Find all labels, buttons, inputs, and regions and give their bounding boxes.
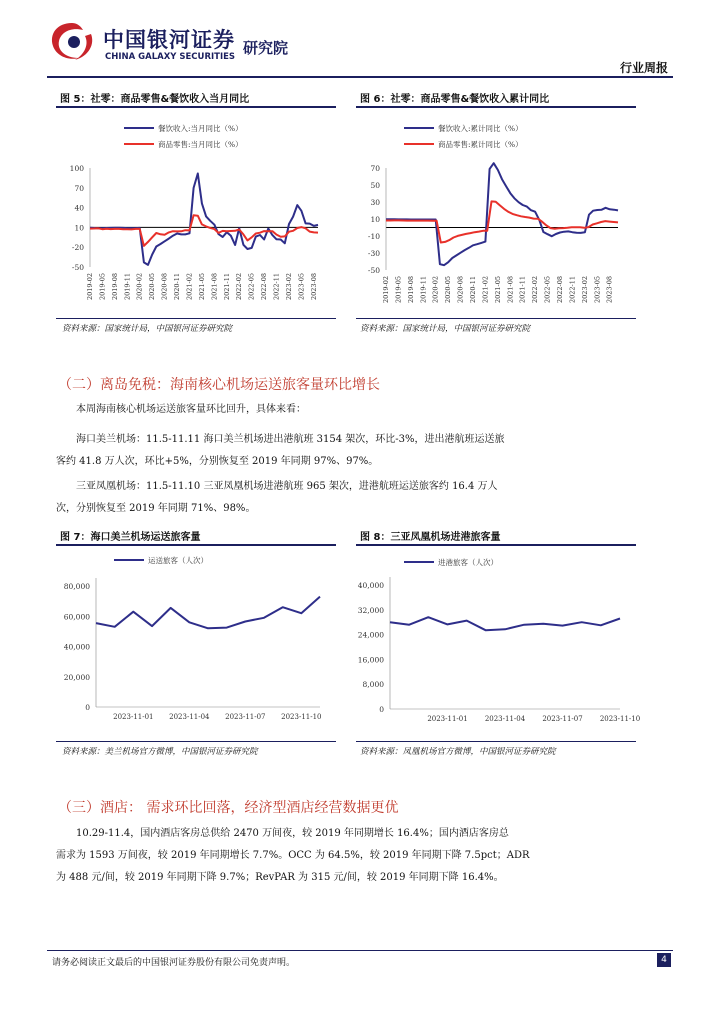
x-tick-label: 2022-05 — [247, 273, 256, 301]
x-tick-label: 2020-05 — [444, 276, 453, 304]
fig5-title: 图 5：社零：商品零售&餐饮收入当月同比 — [60, 94, 250, 105]
x-tick-label: 2023-02 — [284, 273, 293, 301]
header-divider — [47, 76, 673, 78]
fig5-source-rule — [56, 318, 336, 319]
x-tick-label: 2022-02 — [235, 273, 244, 301]
y-tick-label: 10 — [370, 215, 380, 224]
x-tick-label: 2019-08 — [110, 273, 119, 301]
section2-title: （二）离岛免税：海南核心机场运送旅客量环比增长 — [58, 377, 380, 393]
legend-label: 餐饮收入:累计同比（%） — [438, 124, 523, 133]
x-tick-label: 2023-11-10 — [599, 715, 641, 723]
x-tick-label: 2023-11-04 — [169, 713, 210, 721]
x-tick-label: 2022-11 — [272, 273, 281, 301]
legend-label: 商品零售:累计同比（%） — [438, 140, 523, 149]
x-tick-label: 2023-11-07 — [542, 715, 583, 723]
y-tick-label: -50 — [367, 266, 380, 275]
institute-label: 研究院 — [243, 39, 289, 57]
x-tick-label: 2020-11 — [469, 276, 477, 304]
fig8-chart — [356, 546, 641, 734]
x-tick-label: 2022-08 — [556, 276, 564, 304]
x-tick-label: 2020-05 — [148, 273, 157, 301]
y-tick-label: 40,000 — [357, 581, 384, 590]
footer-disclaimer: 请务必阅读正文最后的中国银河证券股份有限公司免责声明。 — [52, 958, 296, 968]
x-tick-label: 2019-08 — [406, 276, 415, 304]
x-tick-label: 2021-08 — [210, 273, 219, 301]
x-tick-label: 2021-05 — [197, 273, 206, 301]
x-tick-label: 2021-02 — [481, 276, 490, 304]
fig6-source: 资料来源：国家统计局，中国银河证券研究院 — [360, 324, 531, 334]
y-tick-label: 8,000 — [362, 680, 384, 690]
x-tick-label: 2023-02 — [580, 276, 589, 304]
series-line — [386, 201, 618, 242]
section3-line1: 10.29-11.4，国内酒店客房总供给 2470 万间夜，较 2019 年同期增长 16.4%；国内酒店客房总 — [76, 828, 509, 839]
x-tick-label: 2022-08 — [260, 273, 269, 301]
fig5-source: 资料来源：国家统计局，中国银河证券研究院 — [62, 324, 233, 334]
series-line — [386, 163, 618, 265]
y-tick-label: -50 — [71, 263, 84, 272]
y-tick-label: 40,000 — [63, 642, 90, 652]
fig8-source-rule — [356, 741, 636, 742]
x-tick-label: 2020-02 — [135, 273, 144, 301]
x-tick-label: 2023-11-10 — [281, 713, 322, 721]
legend-label: 运送旅客（人次） — [148, 556, 208, 565]
x-tick-label: 2021-11 — [222, 273, 231, 301]
x-tick-label: 2021-11 — [518, 276, 527, 304]
x-tick-label: 2022-05 — [543, 276, 552, 304]
fig6-source-rule — [356, 318, 636, 319]
series-line — [96, 597, 320, 629]
legend-label: 商品零售:当月同比（%） — [158, 140, 243, 149]
x-tick-label: 2021-05 — [493, 276, 502, 304]
page-number: 4 — [657, 953, 671, 967]
fig7-chart — [56, 546, 336, 734]
x-tick-label: 2019-05 — [394, 276, 403, 304]
series-line — [90, 174, 318, 265]
x-tick-label: 2021-08 — [506, 276, 515, 304]
x-tick-label: 2023-05 — [297, 273, 306, 301]
logo-chinese-name: 中国银河证券 — [103, 28, 235, 52]
y-tick-label: 16,000 — [357, 655, 384, 665]
x-tick-label: 2023-11-01 — [113, 713, 154, 721]
y-tick-label: 0 — [379, 705, 384, 714]
fig5-chart — [56, 108, 336, 318]
x-tick-label: 2020-02 — [431, 276, 440, 304]
footer-divider — [47, 950, 673, 951]
y-tick-label: 100 — [69, 164, 84, 173]
y-tick-label: 70 — [370, 164, 380, 173]
y-tick-label: 40 — [74, 203, 84, 213]
section2-paragraph-3-line1: 三亚凤凰机场：11.5-11.10 三亚凤凰机场进港航班 965 架次，进港航班运送旅客约 16.4 万人 — [76, 481, 498, 492]
x-tick-label: 2023-08 — [309, 273, 318, 301]
x-tick-label: 2019-05 — [98, 273, 107, 301]
fig6-chart — [356, 108, 636, 318]
section3-line3: 为 488 元/间，较 2019 年同期下降 9.7%；RevPAR 为 315 元/间，较 2019 年同期下降 16.4%。 — [56, 872, 504, 883]
y-tick-label: 10 — [74, 223, 84, 233]
x-tick-label: 2020-08 — [456, 276, 465, 304]
section2-paragraph-2-line2: 客约 41.8 万人次，环比+5%，分别恢复至 2019 年同期 97%、97%。 — [56, 456, 379, 467]
galaxy-logo-icon — [47, 20, 97, 64]
x-tick-label: 2022-02 — [531, 276, 540, 304]
y-tick-label: 20,000 — [63, 672, 90, 682]
section2-paragraph-2-line1: 海口美兰机场：11.5-11.11 海口美兰机场进出港航班 3154 架次，环比-3%，进出港航班运送旅 — [76, 434, 505, 445]
fig6-title: 图 6：社零：商品零售&餐饮收入累计同比 — [360, 94, 550, 105]
legend-label: 餐饮收入:当月同比（%） — [158, 124, 243, 133]
fig7-source-rule — [56, 741, 336, 742]
y-tick-label: 80,000 — [63, 582, 90, 591]
y-tick-label: 60,000 — [63, 612, 90, 622]
logo-english-name: CHINA GALAXY SECURITIES — [105, 52, 236, 62]
y-tick-label: 50 — [370, 181, 380, 190]
y-tick-label: 70 — [74, 183, 84, 193]
x-tick-label: 2019-11 — [123, 273, 132, 301]
y-tick-label: 24,000 — [357, 630, 384, 640]
x-tick-label: 2022-11 — [568, 276, 577, 304]
section3-line2: 需求为 1593 万间夜，较 2019 年同期增长 7.7%。OCC 为 64.5%，较 2019 年同期下降 7.5pct；ADR — [56, 850, 530, 861]
x-tick-label: 2019-02 — [382, 276, 390, 304]
section2-paragraph-1: 本周海南核心机场运送旅客量环比回升，具体来看： — [76, 404, 306, 415]
x-tick-label: 2023-08 — [605, 276, 614, 304]
x-tick-label: 2021-02 — [185, 273, 194, 301]
section2-paragraph-3-line2: 次，分别恢复至 2019 年同期 71%、98%。 — [56, 503, 256, 514]
y-tick-label: -10 — [367, 232, 380, 241]
x-tick-label: 2023-11-01 — [427, 715, 468, 723]
report-type: 行业周报 — [619, 61, 668, 75]
x-tick-label: 2019-11 — [419, 276, 428, 304]
y-tick-label: -20 — [71, 243, 84, 253]
fig8-source: 资料来源：凤凰机场官方微博，中国银河证券研究院 — [360, 747, 556, 757]
x-tick-label: 2019-02 — [86, 273, 94, 301]
x-tick-label: 2020-08 — [160, 273, 169, 301]
x-tick-label: 2023-11-07 — [225, 713, 266, 721]
y-tick-label: 0 — [85, 703, 90, 712]
x-tick-label: 2020-11 — [173, 273, 182, 301]
legend-label: 进港旅客（人次） — [438, 558, 498, 567]
y-tick-label: 32,000 — [357, 605, 384, 615]
series-line — [390, 617, 620, 630]
section3-title: （三）酒店： 需求环比回落，经济型酒店经营数据更优 — [58, 800, 399, 816]
x-tick-label: 2023-11-04 — [484, 715, 526, 723]
x-tick-label: 2023-05 — [593, 276, 602, 304]
fig8-title: 图 8：三亚凤凰机场进港旅客量 — [360, 532, 501, 543]
y-tick-label: 30 — [370, 198, 380, 207]
fig7-title: 图 7：海口美兰机场运送旅客量 — [60, 532, 201, 543]
fig7-source: 资料来源：美兰机场官方微博，中国银河证券研究院 — [62, 747, 258, 757]
y-tick-label: -30 — [367, 249, 380, 258]
